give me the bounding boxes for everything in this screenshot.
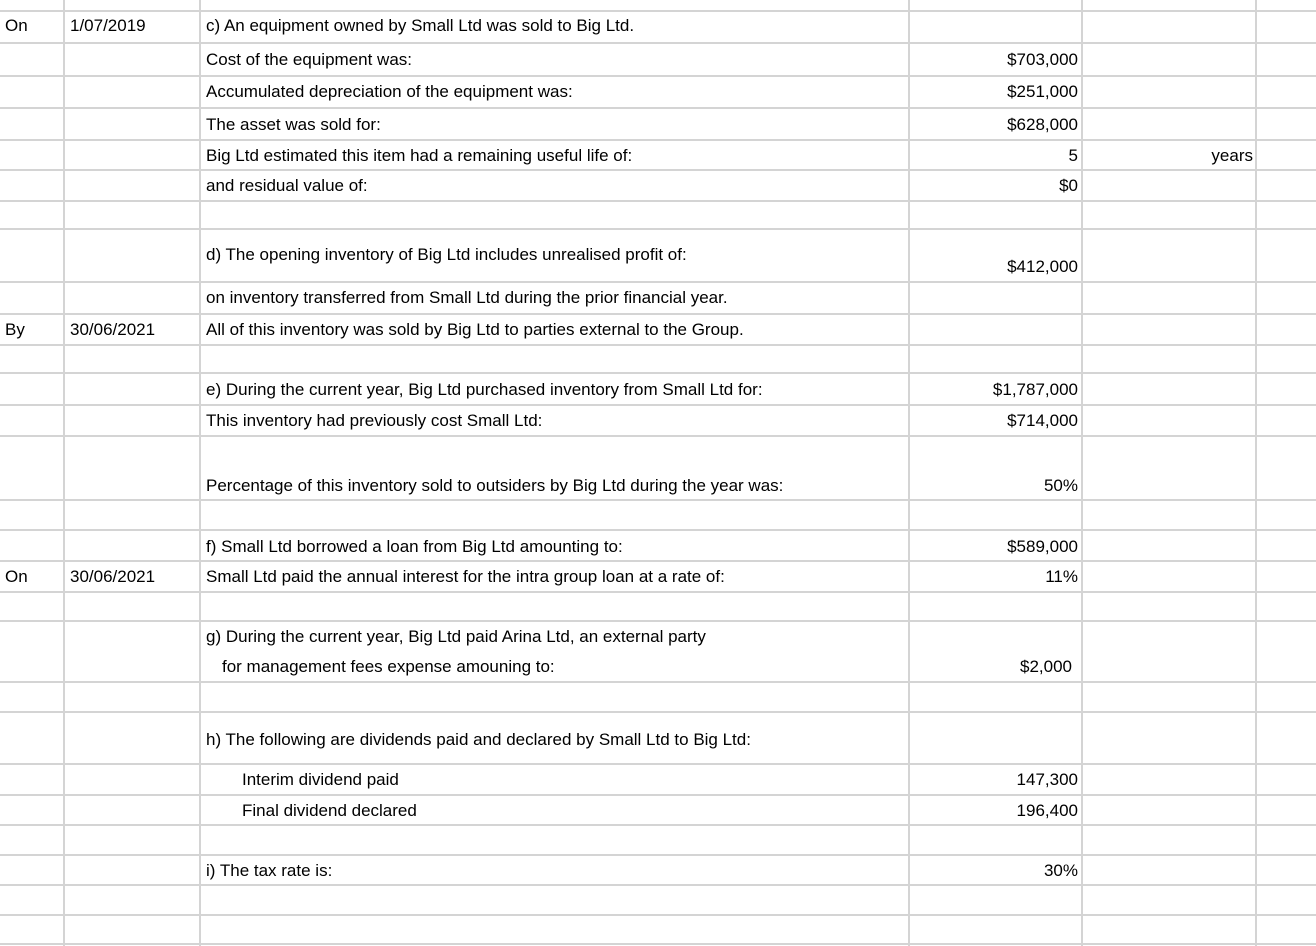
row-divider [0,404,1316,406]
row-divider [0,228,1316,230]
row-divider [0,499,1316,501]
cell-col-c[interactable]: f) Small Ltd borrowed a loan from Big Ltd amounting to: [206,537,623,556]
cell-col-d[interactable]: 5 [1068,146,1078,165]
cell-col-b[interactable]: 30/06/2021 [70,320,156,339]
column-divider-d-e [1081,0,1083,946]
cell-col-c-indented[interactable]: Final dividend declared [242,801,417,820]
cell-col-d[interactable]: 196,400 [1016,801,1078,820]
cell-col-d[interactable]: 30% [1043,861,1078,880]
row-divider [0,763,1316,765]
cell-col-f[interactable]: years [1211,146,1253,165]
cell-col-c[interactable]: Accumulated depreciation of the equipment was: [206,82,573,101]
row-divider [0,560,1316,562]
cell-col-d[interactable]: 50% [1043,476,1078,495]
row-divider [0,943,1316,945]
row-divider [0,681,1316,683]
cell-col-d[interactable]: $412,000 [1007,257,1078,276]
row-divider [0,281,1316,283]
cell-col-c-indented[interactable]: for management fees expense amouning to: [222,657,555,676]
cell-col-b[interactable]: 1/07/2019 [70,16,146,35]
row-divider [0,42,1316,44]
cell-col-c[interactable]: d) The opening inventory of Big Ltd includes unrealised profit of: [206,245,687,264]
cell-col-c[interactable]: Big Ltd estimated this item had a remaining useful life of: [206,146,633,165]
cell-col-d[interactable]: $2,000 [1020,657,1072,676]
cell-col-c[interactable]: c) An equipment owned by Small Ltd was sold to Big Ltd. [206,16,635,35]
row-divider [0,313,1316,315]
cell-col-c[interactable]: Small Ltd paid the annual interest for the intra group loan at a rate of: [206,567,725,586]
cell-col-c[interactable]: h) The following are dividends paid and declared by Small Ltd to Big Ltd: [206,730,751,749]
cell-col-c[interactable]: All of this inventory was sold by Big Ltd to parties external to the Group. [206,320,744,339]
row-divider [0,107,1316,109]
cell-col-c[interactable]: and residual value of: [206,176,368,195]
row-divider [0,854,1316,856]
cell-col-d[interactable]: $714,000 [1007,411,1078,430]
row-divider [0,435,1316,437]
cell-col-d[interactable]: 147,300 [1016,770,1078,789]
row-divider [0,372,1316,374]
cell-col-c[interactable]: on inventory transferred from Small Ltd during the prior financial year. [206,288,728,307]
row-divider [0,344,1316,346]
row-divider [0,139,1316,141]
cell-col-d[interactable]: $0 [1059,176,1078,195]
cell-col-a[interactable]: On [5,16,28,35]
row-divider [0,529,1316,531]
cell-col-a[interactable]: On [5,567,28,586]
cell-col-c[interactable]: i) The tax rate is: [206,861,333,880]
row-divider [0,914,1316,916]
cell-col-a[interactable]: By [5,320,25,339]
row-divider [0,711,1316,713]
row-divider [0,591,1316,593]
cell-col-d[interactable]: $628,000 [1007,115,1078,134]
cell-col-d[interactable]: $703,000 [1007,50,1078,69]
row-divider [0,169,1316,171]
cell-col-c[interactable]: This inventory had previously cost Small Ltd: [206,411,543,430]
cell-col-c[interactable]: Percentage of this inventory sold to outsiders by Big Ltd during the year was: [206,476,784,495]
row-divider [0,620,1316,622]
column-divider-a-b [63,0,65,946]
row-divider [0,794,1316,796]
column-divider-e-f [1255,0,1257,946]
cell-col-b[interactable]: 30/06/2021 [70,567,156,586]
cell-col-c[interactable]: e) During the current year, Big Ltd purchased inventory from Small Ltd for: [206,380,763,399]
cell-col-d[interactable]: 11% [1045,567,1078,586]
row-divider [0,200,1316,202]
cell-col-d[interactable]: $251,000 [1007,82,1078,101]
cell-col-c[interactable]: Cost of the equipment was: [206,50,413,69]
cell-col-c-indented[interactable]: Interim dividend paid [242,770,399,789]
cell-col-d[interactable]: $1,787,000 [992,380,1078,399]
row-divider [0,824,1316,826]
row-divider [0,75,1316,77]
cell-col-c[interactable]: The asset was sold for: [206,115,381,134]
column-divider-b-c [199,0,201,946]
row-divider [0,884,1316,886]
cell-col-d[interactable]: $589,000 [1007,537,1078,556]
cell-col-c[interactable]: g) During the current year, Big Ltd paid Arina Ltd, an external party [206,627,706,646]
row-divider [0,10,1316,12]
column-divider-c-d [908,0,910,946]
